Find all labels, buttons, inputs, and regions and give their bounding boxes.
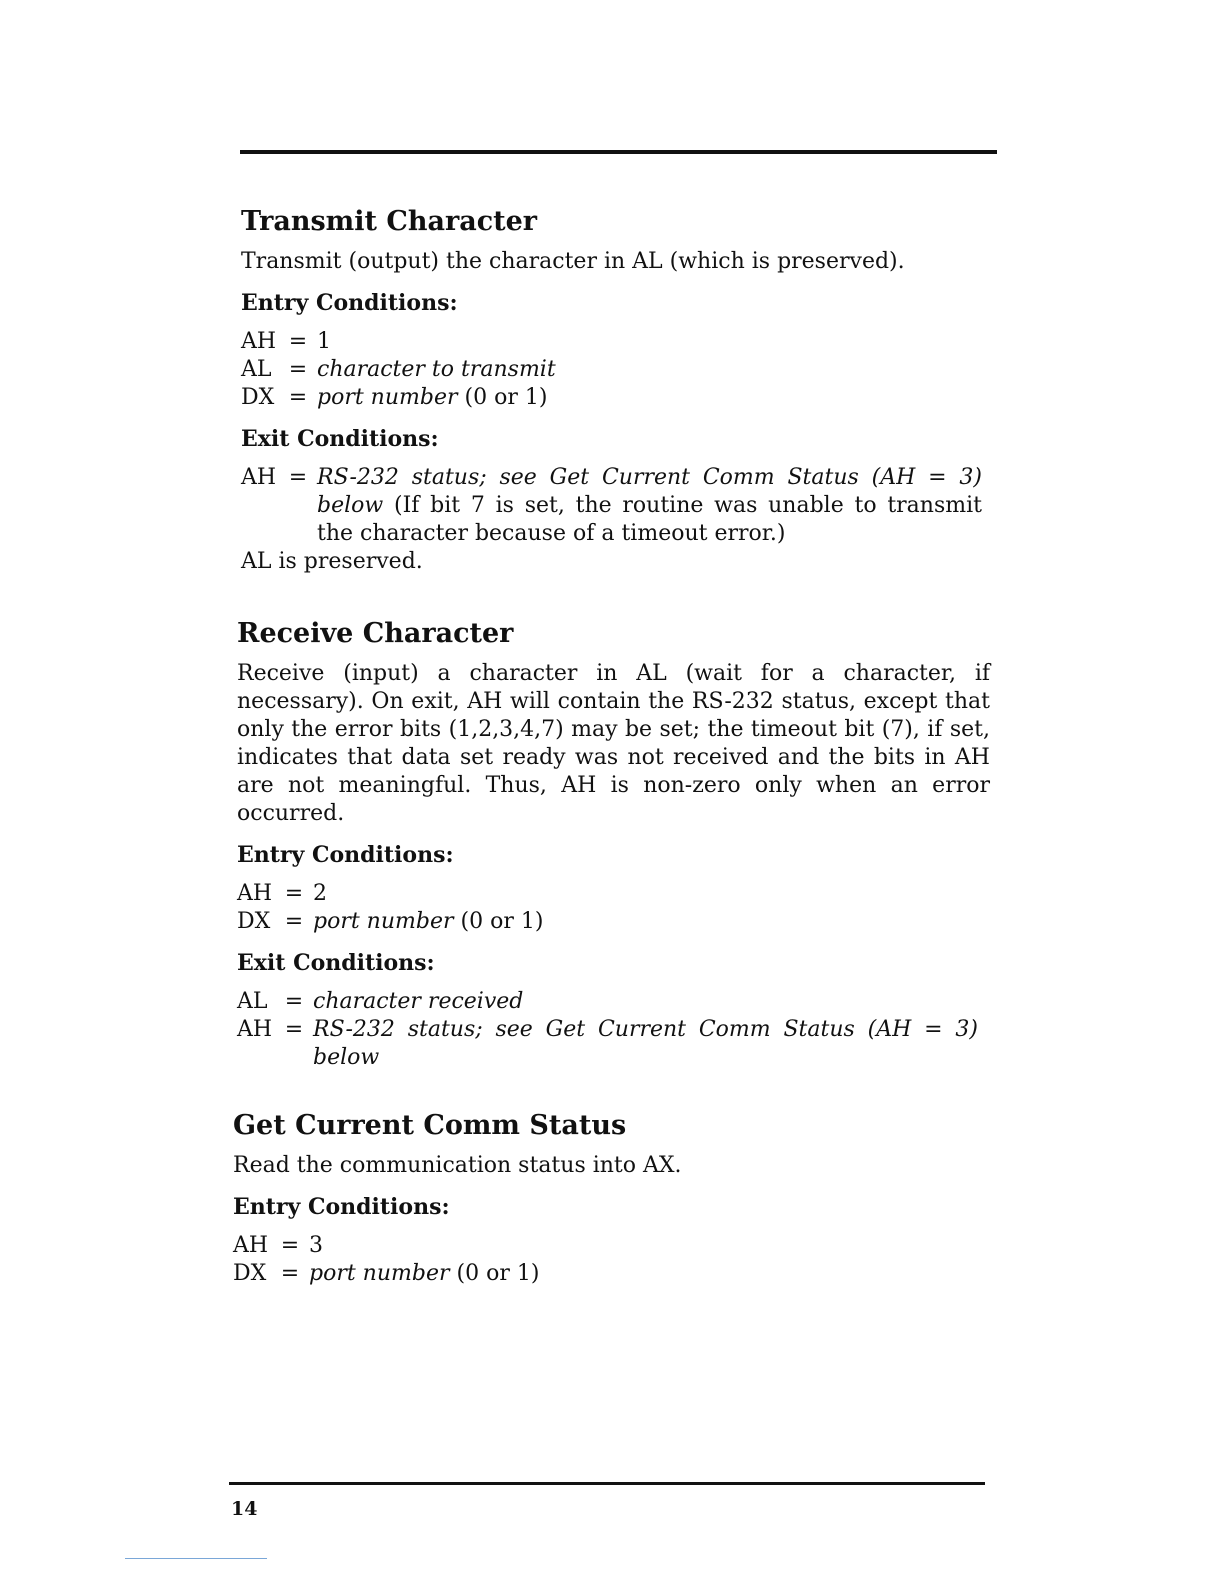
section-heading: Transmit Character: [241, 206, 538, 237]
condition-row: [241, 356, 556, 384]
register-name: AL: [237, 989, 268, 1014]
section-heading: Get Current Comm Status: [233, 1110, 627, 1141]
page-number: 14: [231, 1498, 258, 1520]
after-exit-note: AL is preserved.: [241, 549, 423, 574]
register-value: [313, 908, 543, 936]
equals-sign: =: [280, 1261, 300, 1286]
equals-sign: =: [288, 465, 308, 490]
equals-sign: =: [288, 329, 308, 354]
section-description: Transmit (output) the character in AL (which is preserved).: [241, 249, 905, 274]
exit-conditions-label: Exit Conditions:: [241, 426, 439, 452]
register-name: DX: [233, 1261, 267, 1286]
register-value: [317, 328, 556, 356]
register-value: [313, 1016, 978, 1072]
register-name: AH: [237, 1017, 273, 1042]
footer-link-underline: [125, 1558, 267, 1559]
section-get-current-comm-status: [233, 1106, 993, 1298]
register-value: [309, 1232, 539, 1260]
register-value: [313, 880, 543, 908]
condition-row: [237, 908, 543, 936]
value-italic: RS-232 status; see Get Current Comm Status (AH = 3) below: [317, 465, 982, 518]
value-text: 3: [309, 1233, 323, 1258]
entry-conditions-table: [237, 880, 543, 936]
value-italic: character to transmit: [317, 357, 556, 382]
exit-conditions-table: [237, 988, 978, 1072]
value-text: (0 or 1): [464, 385, 548, 410]
register-name: DX: [241, 385, 275, 410]
register-value: [317, 464, 982, 548]
condition-row: [241, 464, 982, 548]
register-name: AH: [241, 465, 277, 490]
register-name: AL: [241, 357, 272, 382]
value-text: (0 or 1): [460, 909, 544, 934]
section-heading: Receive Character: [237, 618, 514, 649]
register-value: [313, 988, 978, 1016]
condition-row: [233, 1232, 539, 1260]
section-transmit-character: [241, 202, 1001, 576]
header-rule: [240, 150, 997, 154]
footer-rule: [229, 1482, 985, 1485]
entry-conditions-label: Entry Conditions:: [237, 842, 454, 868]
entry-conditions-label: Entry Conditions:: [233, 1194, 450, 1220]
register-name: AH: [233, 1233, 269, 1258]
section-description: Read the communication status into AX.: [233, 1153, 682, 1178]
equals-sign: =: [288, 357, 308, 382]
value-italic: port number: [317, 385, 458, 410]
value-text: 1: [317, 329, 331, 354]
register-name: DX: [237, 909, 271, 934]
equals-sign: =: [284, 989, 304, 1014]
condition-row: [237, 988, 978, 1016]
register-value: [309, 1260, 539, 1288]
condition-row: [241, 328, 556, 356]
section-receive-character: [237, 614, 990, 1082]
exit-conditions-table: [241, 464, 982, 548]
equals-sign: =: [284, 881, 304, 906]
register-value: [317, 356, 556, 384]
register-name: AH: [237, 881, 273, 906]
equals-sign: =: [288, 385, 308, 410]
value-text: (0 or 1): [456, 1261, 540, 1286]
value-italic: port number: [313, 909, 454, 934]
condition-row: [237, 880, 543, 908]
condition-row: [237, 1016, 978, 1072]
value-italic: port number: [309, 1261, 450, 1286]
equals-sign: =: [284, 1017, 304, 1042]
entry-conditions-label: Entry Conditions:: [241, 290, 458, 316]
register-value: [317, 384, 556, 412]
entry-conditions-table: [241, 328, 556, 412]
value-text: 2: [313, 881, 327, 906]
entry-conditions-table: [233, 1232, 539, 1288]
equals-sign: =: [284, 909, 304, 934]
exit-conditions-label: Exit Conditions:: [237, 950, 435, 976]
register-name: AH: [241, 329, 277, 354]
value-text: (If bit 7 is set, the routine was unable to transmit the character because of a timeout error.): [317, 493, 982, 546]
equals-sign: =: [280, 1233, 300, 1258]
value-italic: RS-232 status; see Get Current Comm Status (AH = 3) below: [313, 1017, 978, 1070]
value-italic: character received: [313, 989, 524, 1014]
condition-row: [241, 384, 556, 412]
condition-row: [233, 1260, 539, 1288]
section-description: Receive (input) a character in AL (wait for a character, if necessary). On exit, AH will contain the RS-232 status, except that only the error bits (1,2,3,4,7) may be set; the timeout bit (7), if set, indicates that data set ready was not received and the bits in AH are not meaningful. Thus, AH is non-zero only when an error occurred.: [237, 661, 990, 826]
